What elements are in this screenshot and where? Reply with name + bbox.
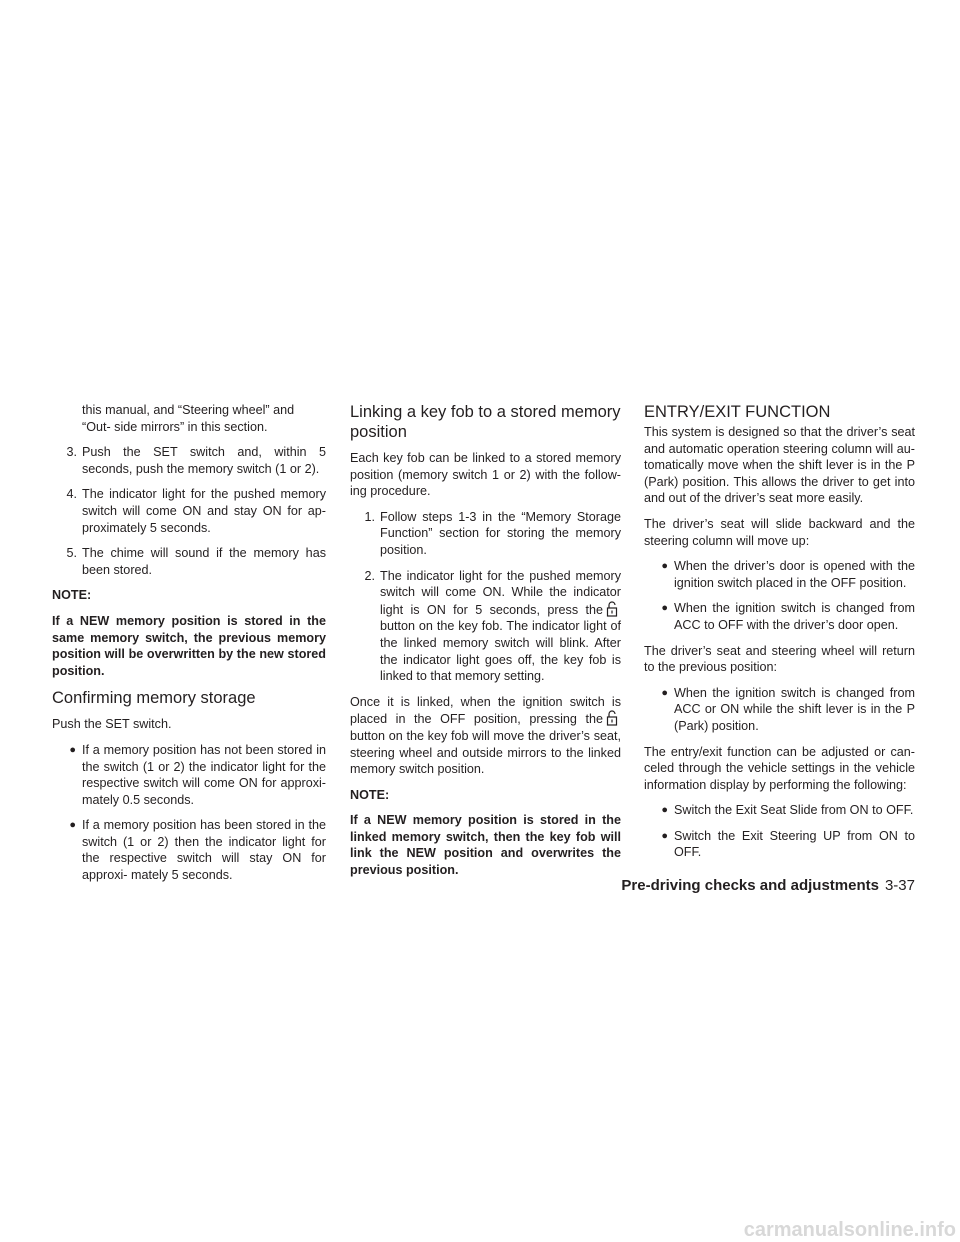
bullet-text: When the ignition switch is changed from ACC or ON while the shift lever is in the P (Park) position. [674, 685, 915, 733]
intro-text: Push the SET switch. [52, 717, 172, 732]
watermark: carmanualsonline.info [743, 1219, 956, 1241]
bullet-text: When the ignition switch is changed from ACC to OFF with the driver’s door open. [674, 601, 915, 632]
step-text: Push the SET switch and, within 5 seconds, push the memory switch (1 or 2). [82, 445, 326, 476]
bullet-icon: ● [661, 804, 668, 817]
column-left [52, 402, 326, 893]
paragraph: The driver’s seat and steering wheel will return to the previous position: [644, 643, 915, 675]
step-2 [350, 568, 621, 685]
bullet-icon: ● [661, 686, 668, 699]
step-1 [350, 509, 621, 559]
bullet-item [644, 802, 915, 819]
bullet-text: Switch the Exit Seat Slide from ON to OFF. [674, 803, 914, 818]
bullet-text: Switch the Exit Steering UP from ON to OFF. [674, 828, 915, 860]
bullet-item [644, 600, 915, 633]
bullet-icon: ● [661, 829, 668, 842]
bullet-text: If a memory position has not been stored in the switch (1 or 2) the indicator light for the respective switch will come ON for approxi- mately 0.5 seconds. [82, 742, 326, 807]
step-text: Follow steps 1-3 in the “Memory Storage Function” section for storing the memory position. [380, 509, 621, 557]
bullet-text: When the driver’s door is opened with the ignition switch placed in the OFF position. [674, 559, 915, 590]
note-text: If a NEW memory position is stored in the same memory switch, the previous memory position will be overwritten by the new stored position. [52, 613, 326, 678]
paragraph-part: Once it is linked, when the ignition switch is placed in the OFF position, pressing the [350, 694, 621, 727]
column-middle [350, 402, 621, 888]
step-text: The indicator light for the pushed memory switch will come ON and stay ON for ap- proximately 5 seconds. [82, 487, 326, 535]
paragraph: The entry/exit function can be adjusted or can- celed through the vehicle settings in the vehicle information display by performing the following: [644, 744, 915, 792]
bullet-icon: ● [69, 819, 76, 832]
bullet-item [644, 558, 915, 591]
bullet-item [52, 742, 326, 808]
section-heading: Confirming memory storage [52, 689, 256, 708]
step-number: 1. [364, 509, 375, 524]
bullet-item [52, 817, 326, 883]
note-text: If a NEW memory position is stored in the linked memory switch, then the key fob will link the NEW position and overwrites the previous position. [350, 813, 621, 878]
bullet-text: If a memory position has been stored in the switch (1 or 2) then the indicator light for the respective switch will stay ON for approxi- mately 5 seconds. [82, 818, 326, 883]
paragraph: This system is designed so that the driver’s seat and automatic operation steering column will au- tomatically move when the shift lever is in the P (Park) position. This allows the driver to get into and out of the driver’s seat more easily. [644, 425, 915, 506]
step-number: 3. [66, 445, 77, 460]
key-fob-unlock-icon [606, 710, 618, 726]
paragraph [350, 694, 621, 778]
step-number: 2. [364, 568, 375, 583]
continued-text: this manual, and “Steering wheel” and “Out- side mirrors” in this section. [82, 403, 295, 434]
note-label: NOTE: [52, 588, 92, 603]
page-footer [570, 876, 915, 896]
step-text-part: button on the key fob. The indicator light of the linked memory switch will blink. After the indicator light goes off, the key fob is linked to that memory setting. [380, 619, 621, 684]
step-text: The chime will sound if the memory has been stored. [82, 546, 326, 577]
section-heading: ENTRY/EXIT FUNCTION [644, 403, 831, 421]
section-heading: Linking a key fob to a stored memory position [350, 403, 621, 441]
step-number: 4. [66, 487, 77, 502]
step-5 [52, 545, 326, 578]
bullet-item [644, 685, 915, 735]
key-fob-unlock-icon [606, 601, 618, 617]
bullet-item [644, 828, 915, 861]
column-right [644, 402, 915, 870]
paragraph: The driver’s seat will slide backward and the steering column will move up: [644, 516, 915, 548]
bullet-icon: ● [661, 602, 668, 615]
step-number: 5. [66, 546, 77, 561]
bullet-icon: ● [69, 743, 76, 756]
step-text-part: The indicator light for the pushed memory switch will come ON. While the indicator light is ON for 5 seconds, press the [380, 568, 621, 617]
step-4 [52, 486, 326, 536]
note-label: NOTE: [350, 787, 390, 802]
bullet-icon: ● [661, 560, 668, 573]
paragraph-part: button on the key fob will move the driver’s seat, steering wheel and outside mirrors to the linked memory switch position. [350, 728, 621, 777]
footer-section-title: Pre-driving checks and adjustments [621, 877, 879, 894]
step-3 [52, 444, 326, 477]
page-number: 3-37 [884, 877, 915, 894]
step-text [380, 568, 621, 685]
intro-text: Each key fob can be linked to a stored memory position (memory switch 1 or 2) with the follow- ing procedure. [350, 451, 621, 499]
